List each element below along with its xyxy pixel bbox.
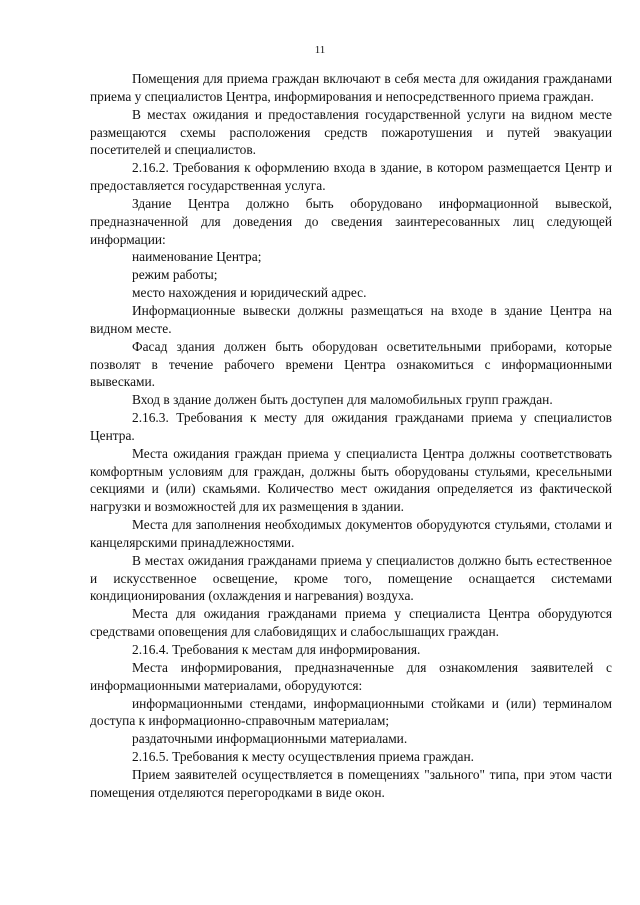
- paragraph: Места для заполнения необходимых документов оборудуются стульями, столами и канцелярскими принадлежностями.: [90, 517, 612, 550]
- paragraph: Места ожидания граждан приема у специалиста Центра должны соответствовать комфортным условиям для граждан, должны быть оборудованы стульями, кресельными секциями и (или) скамьями. Количество мест ожидания определяется из фактической нагрузки и возможностей для их размещения в здании.: [90, 445, 612, 515]
- list-line: 2.16.4. Требования к местам для информирования.: [132, 642, 421, 657]
- paragraph: Места для ожидания гражданами приема у специалиста Центра оборудуются средствами оповещения для слабовидящих и слабослышащих граждан.: [90, 606, 612, 640]
- paragraph: Прием заявителей осуществляется в помещениях "зального" типа, при этом части помещения отделяются перегородками в виде окон.: [90, 766, 612, 800]
- list-line: раздаточными информационными материалами.: [132, 731, 408, 747]
- list-line: Вход в здание должен быть доступен для маломобильных групп граждан.: [132, 392, 553, 408]
- paragraph: В местах ожидания гражданами приема у специалистов должно быть естественное и искусственное освещение, кроме того, помещение оснащается системами кондиционирования (охлаждения и нагревания) воздуха.: [90, 552, 612, 604]
- paragraph: Места информирования, предназначенные для ознакомления заявителей с информационными материалами, оборудуются:: [90, 659, 612, 693]
- paragraph: 2.16.3. Требования к месту для ожидания гражданами приема у специалистов Центра.: [90, 410, 612, 443]
- paragraph: Фасад здания должен быть оборудован осветительными приборами, которые позволят в течение рабочего времени Центра ознакомиться с информационными вывесками.: [90, 338, 612, 390]
- paragraph: Информационные вывески должны размещаться на входе в здание Центра на видном месте.: [90, 302, 612, 336]
- paragraph: В местах ожидания и предоставления государственной услуги на видном месте размещаются схемы расположения средств пожаротушения и путей эвакуации посетителей и специалистов.: [90, 106, 612, 158]
- list-line: наименование Центра;: [132, 249, 262, 265]
- page-number: 11: [314, 44, 326, 56]
- list-line: 2.16.5. Требования к месту осуществления приема граждан.: [132, 749, 474, 765]
- paragraph: Здание Центра должно быть оборудовано информационной вывеской, предназначенной для доведения до сведения заинтересованных лиц следующей информации:: [90, 195, 612, 247]
- paragraph: 2.16.2. Требования к оформлению входа в здание, в котором размещается Центр и предоставляется государственная услуга.: [90, 160, 612, 194]
- list-line: место нахождения и юридический адрес.: [132, 285, 367, 301]
- paragraph: Помещения для приема граждан включают в себя места для ожидания гражданами приема у специалистов Центра, информирования и непосредственного приема граждан.: [90, 71, 612, 104]
- page-body: [90, 70, 612, 802]
- list-line: режим работы;: [132, 267, 218, 283]
- paragraph: информационными стендами, информационными стойками и (или) терминалом доступа к информационно-справочным материалам;: [90, 695, 612, 729]
